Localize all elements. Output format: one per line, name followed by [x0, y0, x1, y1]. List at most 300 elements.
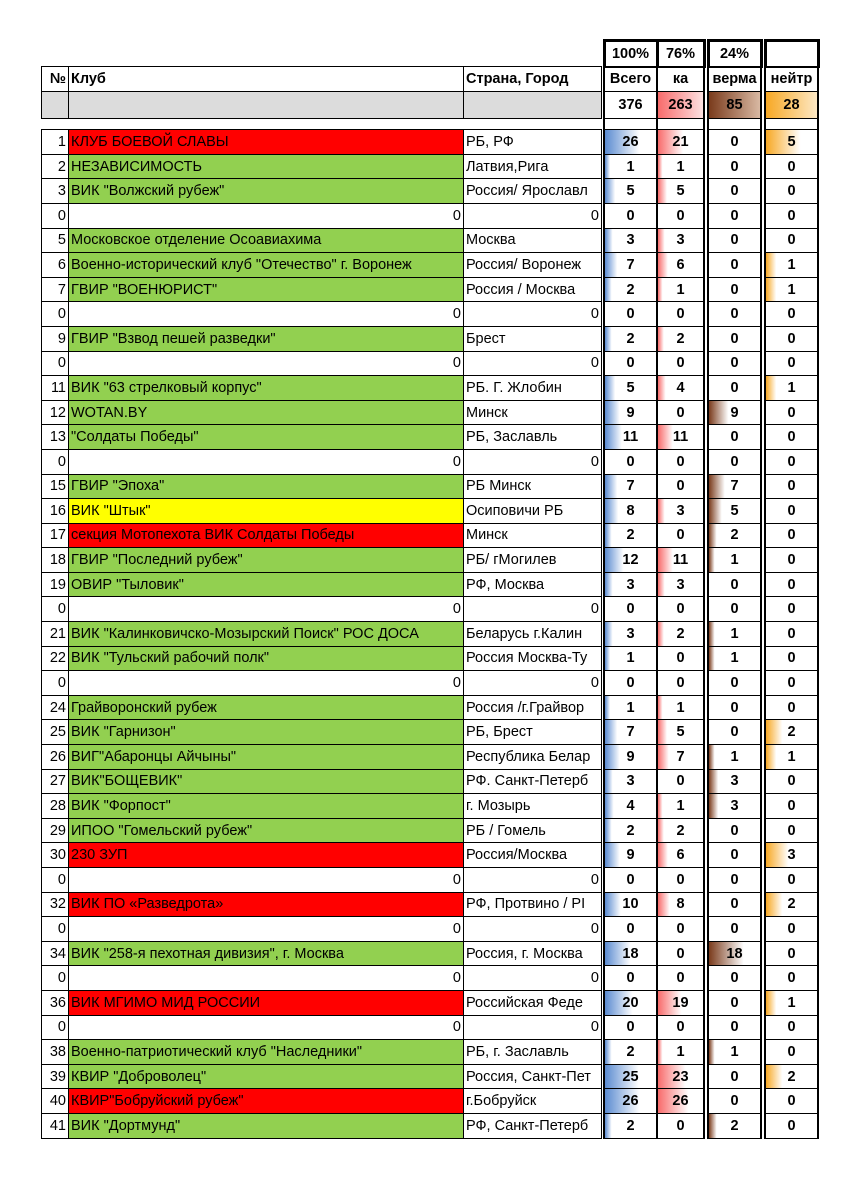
country-city: РБ, Брест	[464, 720, 602, 745]
table-row	[42, 253, 819, 278]
country-city: Республика Белар	[464, 745, 602, 770]
wehrmacht-count: 0	[708, 253, 761, 278]
red-count: 6	[657, 253, 704, 278]
total-count: 18	[604, 941, 657, 966]
country-city: РБ/ гМогилев	[464, 548, 602, 573]
wehrmacht-count: 1	[708, 646, 761, 671]
neutral-count: 0	[765, 1089, 818, 1114]
wehrmacht-count: 0	[708, 695, 761, 720]
neutral-count: 0	[765, 499, 818, 524]
country-city: РБ, Заславль	[464, 425, 602, 450]
country-city: РБ Минск	[464, 474, 602, 499]
wehrmacht-count: 0	[708, 892, 761, 917]
neutral-count: 0	[765, 425, 818, 450]
table-row	[42, 302, 819, 327]
red-count: 0	[657, 917, 704, 942]
neutral-count: 0	[765, 548, 818, 573]
red-count: 0	[657, 671, 704, 696]
red-count: 0	[657, 941, 704, 966]
table-row	[42, 868, 819, 893]
club-name: Военно-исторический клуб "Отечество" г. Воронеж	[69, 253, 464, 278]
club-name: 0	[69, 671, 464, 696]
table-row	[42, 745, 819, 770]
wehrmacht-count: 1	[708, 622, 761, 647]
neutral-count: 0	[765, 179, 818, 204]
wehrmacht-count: 18	[708, 941, 761, 966]
red-count: 7	[657, 745, 704, 770]
red-count: 0	[657, 868, 704, 893]
total-count: 11	[604, 425, 657, 450]
table-row	[42, 695, 819, 720]
total-count: 2	[604, 523, 657, 548]
country-city: 0	[464, 966, 602, 991]
wehrmacht-count: 0	[708, 203, 761, 228]
wehrmacht-count: 0	[708, 179, 761, 204]
neutral-count: 0	[765, 917, 818, 942]
neutral-count: 0	[765, 622, 818, 647]
table-row	[42, 1040, 819, 1065]
table-row	[42, 818, 819, 843]
club-name: ВИК ПО «Разведрота»	[69, 892, 464, 917]
total-wehrmacht: 85	[708, 92, 761, 119]
table-row	[42, 941, 819, 966]
row-number: 0	[42, 449, 69, 474]
total-count: 26	[604, 1089, 657, 1114]
club-name: ВИК "258-я пехотная дивизия", г. Москва	[69, 941, 464, 966]
total-count: 3	[604, 769, 657, 794]
wehrmacht-count: 3	[708, 794, 761, 819]
wehrmacht-count: 0	[708, 671, 761, 696]
club-name: "Солдаты Победы"	[69, 425, 464, 450]
pct-wehrmacht: 24%	[708, 41, 761, 67]
red-count: 1	[657, 154, 704, 179]
red-count: 1	[657, 794, 704, 819]
table-row	[42, 572, 819, 597]
wehrmacht-count: 3	[708, 769, 761, 794]
table-row	[42, 400, 819, 425]
country-city: 0	[464, 203, 602, 228]
total-count: 0	[604, 1015, 657, 1040]
wehrmacht-count: 0	[708, 130, 761, 155]
row-number: 16	[42, 499, 69, 524]
red-count: 0	[657, 646, 704, 671]
neutral-count: 0	[765, 523, 818, 548]
spacer-row	[42, 119, 819, 130]
wehrmacht-count: 1	[708, 1040, 761, 1065]
country-city: Россия/Москва	[464, 843, 602, 868]
country-city: РФ. Санкт-Петерб	[464, 769, 602, 794]
row-number: 0	[42, 966, 69, 991]
table-row	[42, 966, 819, 991]
club-name: Военно-патриотический клуб "Наследники"	[69, 1040, 464, 1065]
pct-neutral	[765, 41, 818, 67]
table-row	[42, 622, 819, 647]
total-red: 263	[657, 92, 704, 119]
club-name: ОВИР "Тыловик"	[69, 572, 464, 597]
country-city: Москва	[464, 228, 602, 253]
header-row	[42, 67, 819, 92]
club-name: ВИК "Гарнизон"	[69, 720, 464, 745]
red-count: 23	[657, 1064, 704, 1089]
row-number: 0	[42, 302, 69, 327]
country-city: Российская Феде	[464, 990, 602, 1015]
neutral-count: 2	[765, 720, 818, 745]
table-row	[42, 449, 819, 474]
table-row	[42, 1089, 819, 1114]
neutral-count: 0	[765, 228, 818, 253]
country-city: РБ, г. Заславль	[464, 1040, 602, 1065]
total-count: 7	[604, 720, 657, 745]
country-city: 0	[464, 671, 602, 696]
table-row	[42, 203, 819, 228]
wehrmacht-count: 0	[708, 425, 761, 450]
club-name: 230 ЗУП	[69, 843, 464, 868]
row-number: 9	[42, 326, 69, 351]
row-number: 0	[42, 597, 69, 622]
pct-total: 100%	[604, 41, 657, 67]
country-city: Россия, Санкт-Пет	[464, 1064, 602, 1089]
club-name: ВИК "Форпост"	[69, 794, 464, 819]
col-red: ка	[657, 67, 704, 92]
red-count: 11	[657, 548, 704, 573]
row-number: 36	[42, 990, 69, 1015]
wehrmacht-count: 0	[708, 818, 761, 843]
row-number: 21	[42, 622, 69, 647]
row-number: 12	[42, 400, 69, 425]
row-number: 2	[42, 154, 69, 179]
row-number: 0	[42, 203, 69, 228]
neutral-count: 1	[765, 376, 818, 401]
neutral-count: 0	[765, 671, 818, 696]
row-number: 5	[42, 228, 69, 253]
neutral-count: 0	[765, 868, 818, 893]
club-name: ГВИР "Последний рубеж"	[69, 548, 464, 573]
row-number: 40	[42, 1089, 69, 1114]
country-city: 0	[464, 868, 602, 893]
country-city: г. Мозырь	[464, 794, 602, 819]
neutral-count: 0	[765, 818, 818, 843]
table-row	[42, 474, 819, 499]
total-count: 5	[604, 376, 657, 401]
country-city: 0	[464, 917, 602, 942]
table-row	[42, 1015, 819, 1040]
table-row	[42, 720, 819, 745]
row-number: 0	[42, 917, 69, 942]
row-number: 32	[42, 892, 69, 917]
table-row	[42, 671, 819, 696]
total-count: 0	[604, 449, 657, 474]
red-count: 5	[657, 720, 704, 745]
row-number: 25	[42, 720, 69, 745]
neutral-count: 0	[765, 203, 818, 228]
table-row	[42, 597, 819, 622]
total-count: 3	[604, 228, 657, 253]
total-count: 2	[604, 818, 657, 843]
row-number: 11	[42, 376, 69, 401]
neutral-count: 0	[765, 769, 818, 794]
country-city: Осиповичи РБ	[464, 499, 602, 524]
wehrmacht-count: 0	[708, 966, 761, 991]
wehrmacht-count: 1	[708, 745, 761, 770]
red-count: 0	[657, 449, 704, 474]
total-count: 0	[604, 671, 657, 696]
red-count: 8	[657, 892, 704, 917]
col-neutral: нейтр	[765, 67, 818, 92]
totals-row	[42, 92, 819, 119]
total-count: 0	[604, 868, 657, 893]
total-count: 10	[604, 892, 657, 917]
table-row	[42, 843, 819, 868]
row-number: 3	[42, 179, 69, 204]
red-count: 6	[657, 843, 704, 868]
total-count: 2	[604, 1113, 657, 1138]
red-count: 0	[657, 203, 704, 228]
country-city: 0	[464, 449, 602, 474]
red-count: 0	[657, 302, 704, 327]
red-count: 0	[657, 966, 704, 991]
country-city: 0	[464, 597, 602, 622]
club-name: 0	[69, 1015, 464, 1040]
row-number: 39	[42, 1064, 69, 1089]
country-city: Россия/ Воронеж	[464, 253, 602, 278]
total-count: 5	[604, 179, 657, 204]
club-name: 0	[69, 597, 464, 622]
row-number: 41	[42, 1113, 69, 1138]
club-name: Московское отделение Осоавиахима	[69, 228, 464, 253]
total-count: 2	[604, 1040, 657, 1065]
total-count: 2	[604, 277, 657, 302]
red-count: 0	[657, 400, 704, 425]
wehrmacht-count: 0	[708, 597, 761, 622]
country-city: РБ, РФ	[464, 130, 602, 155]
row-number: 15	[42, 474, 69, 499]
neutral-count: 0	[765, 474, 818, 499]
total-count: 9	[604, 745, 657, 770]
total-count: 7	[604, 253, 657, 278]
red-count: 0	[657, 1015, 704, 1040]
neutral-count: 3	[765, 843, 818, 868]
neutral-count: 0	[765, 597, 818, 622]
row-number: 13	[42, 425, 69, 450]
club-name: НЕЗАВИСИМОСТЬ	[69, 154, 464, 179]
wehrmacht-count: 0	[708, 154, 761, 179]
country-city: 0	[464, 351, 602, 376]
table-row	[42, 548, 819, 573]
total-count: 0	[604, 597, 657, 622]
row-number: 19	[42, 572, 69, 597]
country-city: Беларусь г.Калин	[464, 622, 602, 647]
wehrmacht-count: 0	[708, 843, 761, 868]
country-city: Россия/ Ярославл	[464, 179, 602, 204]
row-number: 38	[42, 1040, 69, 1065]
wehrmacht-count: 0	[708, 1089, 761, 1114]
total-count: 7	[604, 474, 657, 499]
table-row	[42, 376, 819, 401]
total-count: 12	[604, 548, 657, 573]
neutral-count: 2	[765, 892, 818, 917]
country-city: Латвия,Рига	[464, 154, 602, 179]
wehrmacht-count: 0	[708, 302, 761, 327]
col-country: Страна, Город	[464, 67, 602, 92]
neutral-count: 0	[765, 154, 818, 179]
wehrmacht-count: 0	[708, 1015, 761, 1040]
total-count: 2	[604, 326, 657, 351]
neutral-count: 1	[765, 990, 818, 1015]
country-city: РФ, Санкт-Петерб	[464, 1113, 602, 1138]
country-city: РБ / Гомель	[464, 818, 602, 843]
row-number: 29	[42, 818, 69, 843]
red-count: 3	[657, 228, 704, 253]
red-count: 0	[657, 769, 704, 794]
club-name: КВИР "Доброволец"	[69, 1064, 464, 1089]
red-count: 1	[657, 695, 704, 720]
red-count: 21	[657, 130, 704, 155]
total-count: 9	[604, 843, 657, 868]
country-city: Россия /г.Грайвор	[464, 695, 602, 720]
total-count: 0	[604, 351, 657, 376]
neutral-count: 0	[765, 449, 818, 474]
neutral-count: 0	[765, 1040, 818, 1065]
club-name: 0	[69, 868, 464, 893]
row-number: 6	[42, 253, 69, 278]
red-count: 3	[657, 499, 704, 524]
country-city: Минск	[464, 400, 602, 425]
country-city: Россия, г. Москва	[464, 941, 602, 966]
neutral-count: 0	[765, 326, 818, 351]
neutral-count: 0	[765, 572, 818, 597]
total-count: 9	[604, 400, 657, 425]
wehrmacht-count: 0	[708, 720, 761, 745]
col-total: Всего	[604, 67, 657, 92]
table-row	[42, 892, 819, 917]
row-number: 0	[42, 1015, 69, 1040]
red-count: 3	[657, 572, 704, 597]
total-all: 376	[604, 92, 657, 119]
red-count: 2	[657, 818, 704, 843]
total-neutral: 28	[765, 92, 818, 119]
table-row	[42, 646, 819, 671]
total-count: 25	[604, 1064, 657, 1089]
country-city: Россия Москва-Ту	[464, 646, 602, 671]
total-count: 3	[604, 622, 657, 647]
row-number: 18	[42, 548, 69, 573]
table-row	[42, 130, 819, 155]
club-name: WOTAN.BY	[69, 400, 464, 425]
club-name: Грайворонский рубеж	[69, 695, 464, 720]
country-city: Минск	[464, 523, 602, 548]
club-name: ГВИР "ВОЕНЮРИСТ"	[69, 277, 464, 302]
wehrmacht-count: 0	[708, 572, 761, 597]
total-count: 1	[604, 154, 657, 179]
red-count: 1	[657, 1040, 704, 1065]
table-row	[42, 794, 819, 819]
club-name: ВИК "Тульский рабочий полк"	[69, 646, 464, 671]
table-row	[42, 326, 819, 351]
club-name: 0	[69, 449, 464, 474]
club-name: ВИК "Дортмунд"	[69, 1113, 464, 1138]
neutral-count: 0	[765, 695, 818, 720]
red-count: 0	[657, 474, 704, 499]
neutral-count: 5	[765, 130, 818, 155]
club-name: ГВИР "Эпоха"	[69, 474, 464, 499]
wehrmacht-count: 7	[708, 474, 761, 499]
wehrmacht-count: 0	[708, 917, 761, 942]
total-count: 0	[604, 917, 657, 942]
row-number: 22	[42, 646, 69, 671]
row-number: 24	[42, 695, 69, 720]
country-city: Брест	[464, 326, 602, 351]
club-name: ИПОО "Гомельский рубеж"	[69, 818, 464, 843]
wehrmacht-count: 2	[708, 1113, 761, 1138]
col-number: №	[42, 67, 69, 92]
neutral-count: 0	[765, 646, 818, 671]
wehrmacht-count: 0	[708, 1064, 761, 1089]
red-count: 2	[657, 622, 704, 647]
neutral-count: 0	[765, 400, 818, 425]
club-name: ГВИР "Взвод пешей разведки"	[69, 326, 464, 351]
club-name: ВИК "Волжский рубеж"	[69, 179, 464, 204]
table-row	[42, 179, 819, 204]
wehrmacht-count: 0	[708, 326, 761, 351]
total-count: 0	[604, 966, 657, 991]
row-number: 0	[42, 351, 69, 376]
country-city: РБ. Г. Жлобин	[464, 376, 602, 401]
wehrmacht-count: 0	[708, 277, 761, 302]
red-count: 2	[657, 326, 704, 351]
col-club: Клуб	[69, 67, 464, 92]
table-row	[42, 523, 819, 548]
neutral-count: 0	[765, 302, 818, 327]
total-count: 4	[604, 794, 657, 819]
row-number: 0	[42, 868, 69, 893]
wehrmacht-count: 2	[708, 523, 761, 548]
row-number: 1	[42, 130, 69, 155]
clubs-table	[41, 39, 820, 1139]
red-count: 4	[657, 376, 704, 401]
table-row	[42, 499, 819, 524]
club-name: 0	[69, 351, 464, 376]
neutral-count: 0	[765, 941, 818, 966]
club-name: 0	[69, 203, 464, 228]
club-name: ВИК "63 стрелковый корпус"	[69, 376, 464, 401]
club-name: КВИР"Бобруйский рубеж"	[69, 1089, 464, 1114]
row-number: 34	[42, 941, 69, 966]
wehrmacht-count: 0	[708, 376, 761, 401]
total-count: 1	[604, 695, 657, 720]
neutral-count: 2	[765, 1064, 818, 1089]
neutral-count: 0	[765, 1113, 818, 1138]
red-count: 0	[657, 351, 704, 376]
table-row	[42, 351, 819, 376]
total-count: 1	[604, 646, 657, 671]
club-name: ВИК МГИМО МИД РОССИИ	[69, 990, 464, 1015]
row-number: 27	[42, 769, 69, 794]
wehrmacht-count: 0	[708, 990, 761, 1015]
row-number: 26	[42, 745, 69, 770]
country-city: 0	[464, 1015, 602, 1040]
wehrmacht-count: 9	[708, 400, 761, 425]
club-name: 0	[69, 302, 464, 327]
wehrmacht-count: 0	[708, 351, 761, 376]
red-count: 0	[657, 1113, 704, 1138]
country-city: г.Бобруйск	[464, 1089, 602, 1114]
col-wehrmacht: верма	[708, 67, 761, 92]
wehrmacht-count: 0	[708, 868, 761, 893]
table-row	[42, 990, 819, 1015]
table-row	[42, 277, 819, 302]
neutral-count: 0	[765, 1015, 818, 1040]
total-count: 3	[604, 572, 657, 597]
